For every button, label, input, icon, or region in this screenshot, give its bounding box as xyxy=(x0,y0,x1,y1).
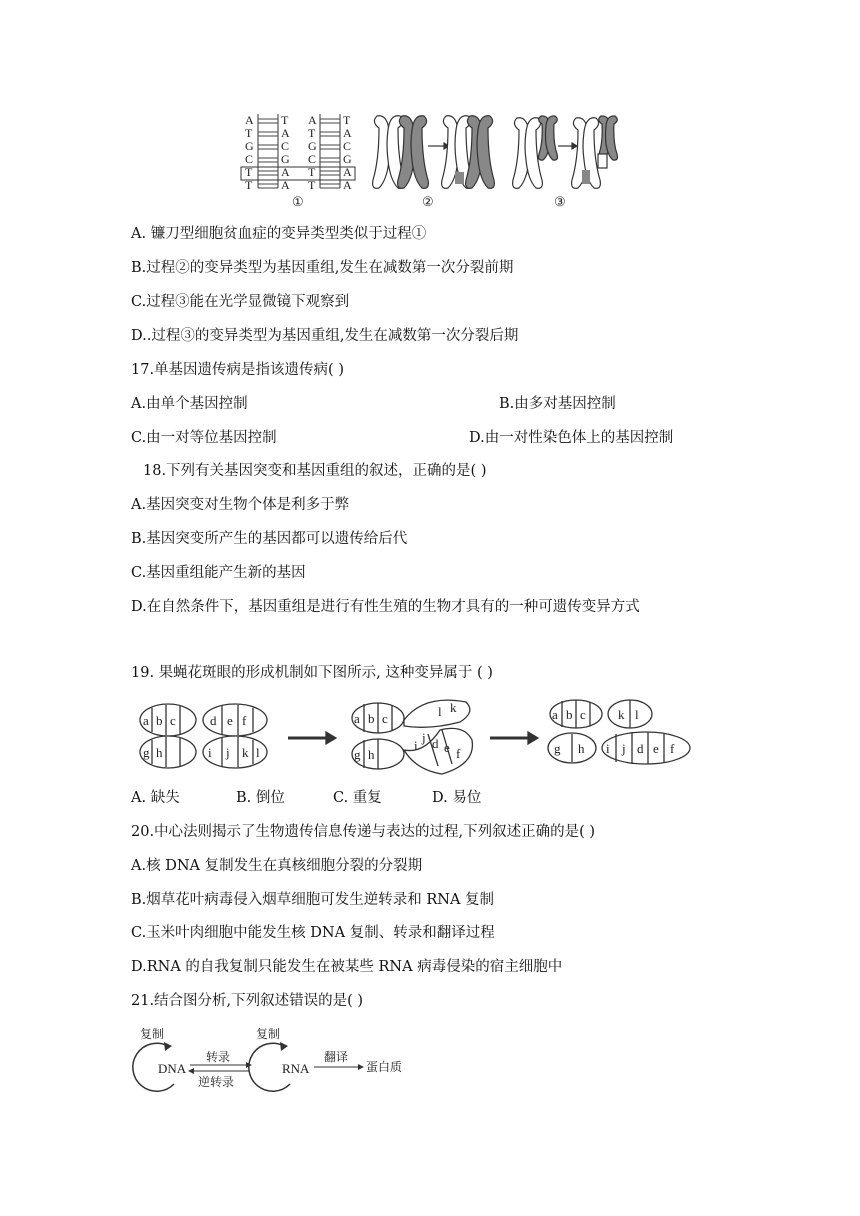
q17-option-d: D.由一对性染色体上的基因控制 xyxy=(469,430,674,446)
chromosomes-process-3 xyxy=(513,116,618,188)
base: A xyxy=(343,178,352,192)
gene-label: g xyxy=(354,747,361,762)
chromosomes-process-2 xyxy=(373,116,495,189)
gene-label: j xyxy=(622,741,626,756)
dna-label: DNA xyxy=(158,1061,187,1076)
gene-label: h xyxy=(156,745,163,760)
q20-option-c: C.玉米叶肉细胞中能发生核 DNA 复制、转录和翻译过程 xyxy=(131,925,495,941)
gene-label: d xyxy=(432,736,439,751)
q16-option-c: C.过程③能在光学显微镜下观察到 xyxy=(131,294,350,310)
process-label-3: ③ xyxy=(554,194,566,209)
q19-option-b: B. 倒位 xyxy=(236,790,285,806)
base: A xyxy=(281,178,290,192)
gene-label: a xyxy=(552,707,558,722)
q17-option-b: B.由多对基因控制 xyxy=(499,396,616,412)
gene-label: f xyxy=(670,741,675,756)
gene-label: a xyxy=(354,711,360,726)
q16-option-b: B.过程②的变异类型为基因重组,发生在减数第一次分裂前期 xyxy=(131,260,514,276)
replication-label-2: 复制 xyxy=(256,1027,281,1041)
base: T xyxy=(308,165,316,179)
mutation-process-figure xyxy=(236,110,636,210)
base: A xyxy=(308,113,317,127)
q18-option-c: C.基因重组能产生新的基因 xyxy=(131,565,306,581)
base: A xyxy=(281,165,290,179)
gene-label: c xyxy=(382,711,388,726)
translation-label: 翻译 xyxy=(324,1050,349,1064)
q17-stem: 17.单基因遗传病是指该遗传病( ) xyxy=(131,362,344,378)
gene-label: i xyxy=(208,745,212,760)
gene-label: b xyxy=(156,713,163,728)
q19-option-a: A. 缺失 xyxy=(131,790,180,806)
process-label-2: ② xyxy=(422,194,434,209)
q20-option-a: A.核 DNA 复制发生在真核细胞分裂的分裂期 xyxy=(131,858,423,874)
gene-label: d xyxy=(637,741,644,756)
process-label-1: ① xyxy=(292,194,304,209)
base: T xyxy=(245,126,253,140)
central-dogma-figure xyxy=(128,1024,418,1096)
gene-label: e xyxy=(653,741,659,756)
gene-label: l xyxy=(256,745,260,760)
gene-label: i xyxy=(414,738,418,753)
base: C xyxy=(308,152,317,166)
q16-option-a: A. 镰刀型细胞贫血症的变异类型类似于过程① xyxy=(131,226,427,242)
chromosome-translocation-figure xyxy=(138,694,698,778)
base: T xyxy=(245,165,253,179)
gene-label: j xyxy=(422,730,426,745)
q18-option-b: B.基因突变所产生的基因都可以遗传给后代 xyxy=(131,531,408,547)
q19-option-c: C. 重复 xyxy=(333,790,382,806)
gene-label: e xyxy=(444,740,450,755)
base: A xyxy=(343,126,352,140)
base: G xyxy=(343,152,352,166)
q17-option-a: A.由单个基因控制 xyxy=(131,396,248,412)
gene-label: d xyxy=(210,713,217,728)
gene-label: b xyxy=(566,707,573,722)
base: T xyxy=(245,178,253,192)
q16-option-d: D..过程③的变异类型为基因重组,发生在减数第一次分裂后期 xyxy=(131,328,519,344)
q20-stem: 20.中心法则揭示了生物遗传信息传递与表达的过程,下列叙述正确的是( ) xyxy=(131,824,596,840)
base: T xyxy=(343,113,351,127)
gene-label: b xyxy=(368,711,375,726)
q19-stem: 19. 果蝇花斑眼的形成机制如下图所示, 这种变异属于 ( ) xyxy=(131,665,493,681)
gene-label: l xyxy=(635,707,639,722)
q17-option-c: C.由一对等位基因控制 xyxy=(131,430,277,446)
q21-stem: 21.结合图分析,下列叙述错误的是( ) xyxy=(131,993,364,1009)
gene-label: c xyxy=(170,713,176,728)
q20-option-b: B.烟草花叶病毒侵入烟草细胞可发生逆转录和 RNA 复制 xyxy=(131,892,495,908)
gene-label: g xyxy=(143,745,150,760)
transcription-label: 转录 xyxy=(206,1050,231,1064)
gene-label: c xyxy=(580,707,586,722)
gene-label: g xyxy=(554,741,561,756)
q19-option-d: D. 易位 xyxy=(432,790,482,806)
gene-label: i xyxy=(606,741,610,756)
gene-label: h xyxy=(368,747,375,762)
base: C xyxy=(343,139,352,153)
gene-label: a xyxy=(143,713,149,728)
base: T xyxy=(308,126,316,140)
replication-label-1: 复制 xyxy=(140,1027,165,1041)
q20-option-d: D.RNA 的自我复制只能发生在被某些 RNA 病毒侵染的宿主细胞中 xyxy=(131,959,563,975)
reverse-transcription-label: 逆转录 xyxy=(198,1075,235,1089)
base: G xyxy=(308,139,317,153)
base: A xyxy=(343,165,352,179)
base: G xyxy=(281,152,290,166)
base: C xyxy=(245,152,254,166)
q18-option-a: A.基因突变对生物个体是利多于弊 xyxy=(131,497,350,513)
gene-label: j xyxy=(226,745,230,760)
gene-label: h xyxy=(578,741,585,756)
protein-label: 蛋白质 xyxy=(366,1060,403,1074)
q18-stem: 18.下列有关基因突变和基因重组的叙述，正确的是( ) xyxy=(143,463,487,479)
base: G xyxy=(245,139,254,153)
gene-label: k xyxy=(242,745,249,760)
gene-label: f xyxy=(242,713,247,728)
base: A xyxy=(281,126,290,140)
base: T xyxy=(308,178,316,192)
gene-label: k xyxy=(618,707,625,722)
base: T xyxy=(281,113,289,127)
gene-label: k xyxy=(450,700,457,715)
rna-label: RNA xyxy=(282,1061,310,1076)
q18-option-d: D.在自然条件下，基因重组是进行有性生殖的生物才具有的一种可遗传变异方式 xyxy=(131,599,640,615)
base: A xyxy=(245,113,254,127)
gene-label: l xyxy=(438,704,442,719)
gene-label: f xyxy=(456,746,461,761)
base: C xyxy=(281,139,290,153)
gene-label: e xyxy=(227,713,233,728)
